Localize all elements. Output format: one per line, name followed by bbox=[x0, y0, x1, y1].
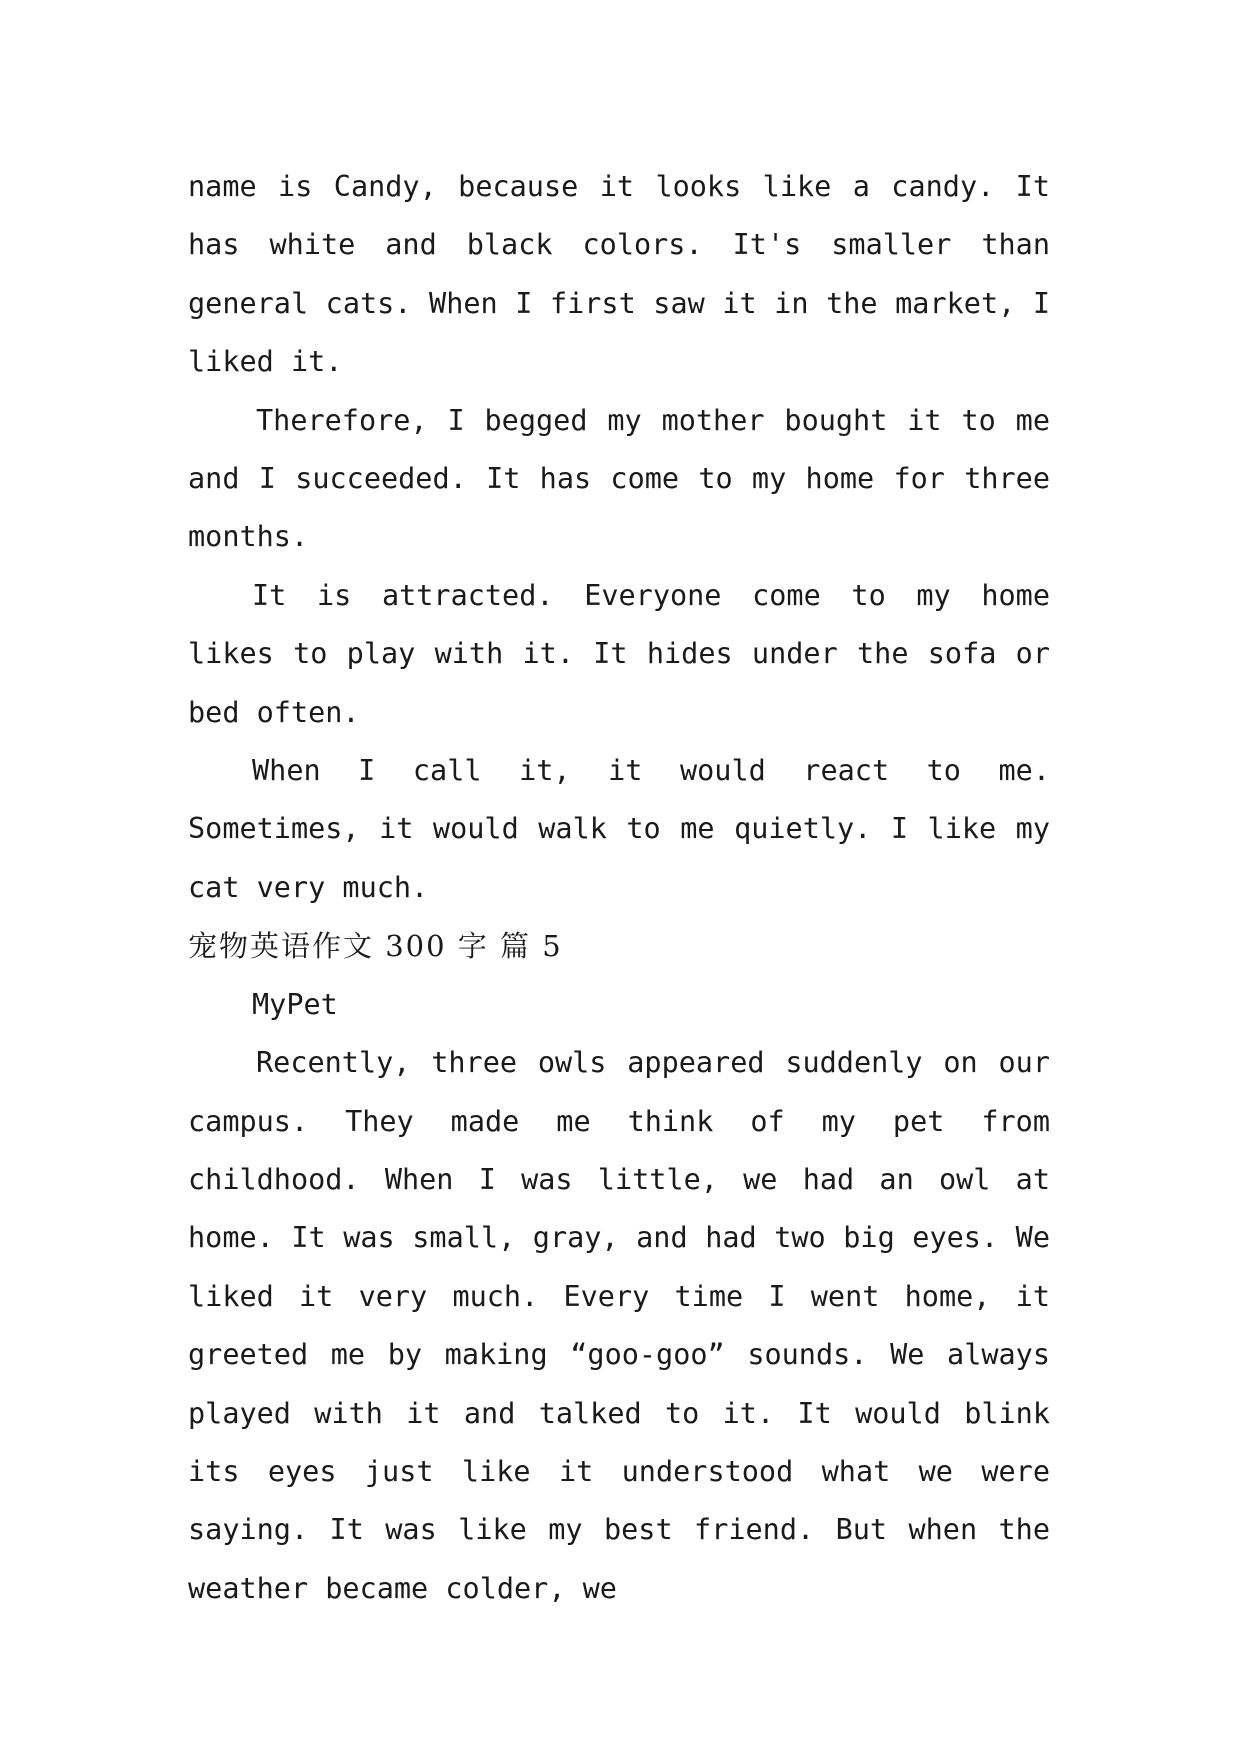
paragraph-candy-description: name is Candy, because it looks like a candy. It has white and black colors. It's smaller than general cats. When I first saw it in the market, I liked it. bbox=[188, 170, 1050, 379]
paragraph-begged-mother: Therefore, I begged my mother bought it to me and I succeeded. It has come to my home for three months. bbox=[188, 403, 1050, 554]
paragraph-call-it: When I call it, it would react to me. Sometimes, it would walk to me quietly. I like my cat very much. bbox=[188, 754, 1050, 904]
paragraph-attracted: It is attracted. Everyone come to my home likes to play with it. It hides under the sofa or bed often. bbox=[188, 578, 1050, 729]
section-subtitle: MyPet bbox=[252, 987, 338, 1021]
paragraph-owls: Recently, three owls appeared suddenly on our campus. They made me think of my pet from childhood. When I was little, we had an owl at home. It was small, gray, and had two big eyes. We liked it very much. Every time I went home, it greeted me by making “goo-goo” sounds. We always played with it and talked to it. It would blink its eyes just like it understood what we were saying. It was like my best friend. But when the weather became colder, we bbox=[188, 1046, 1050, 1605]
document-body bbox=[188, 158, 1050, 1618]
section-heading: 宠物英语作文 300 字 篇 5 bbox=[188, 929, 563, 964]
